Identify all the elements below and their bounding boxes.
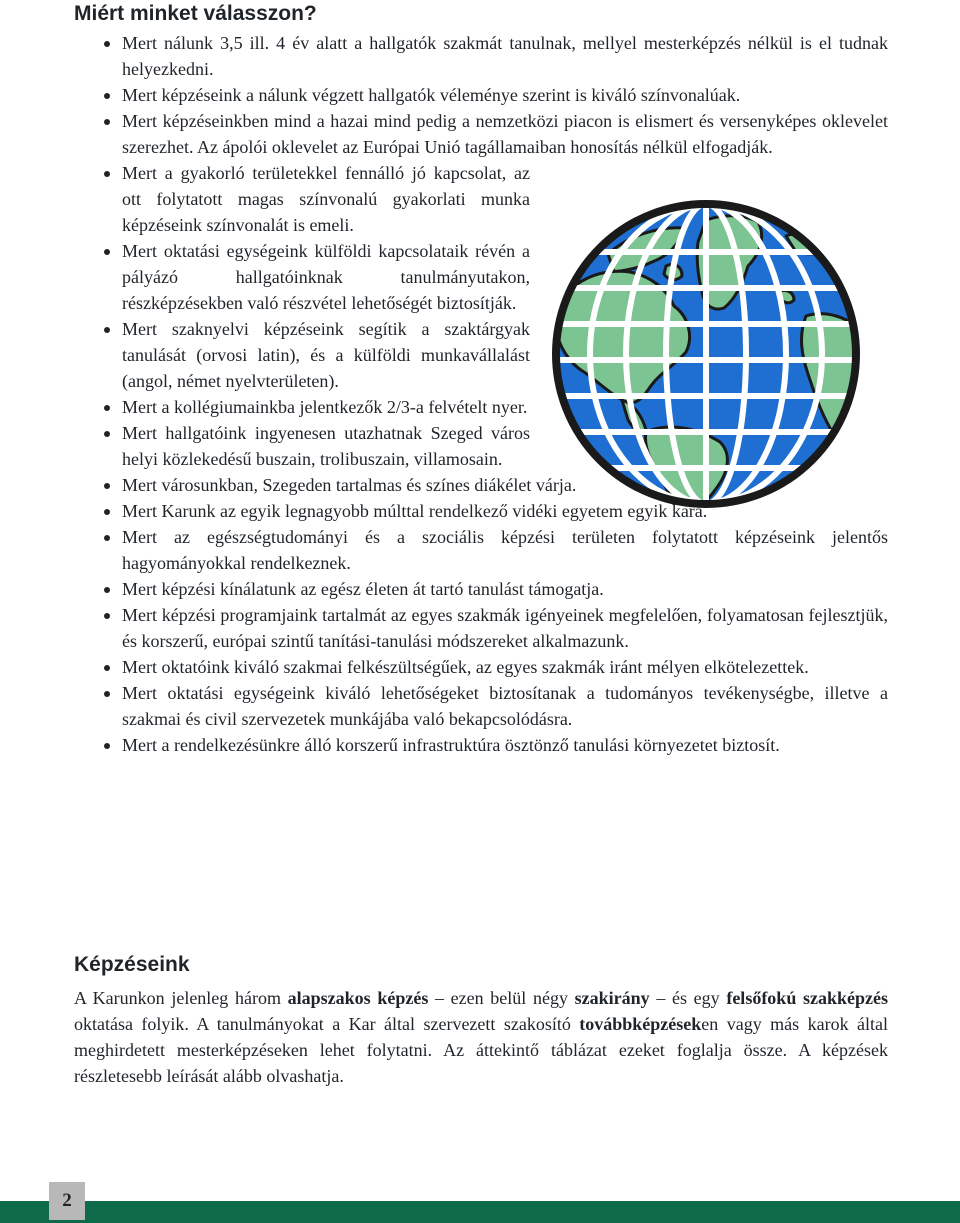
list-item: Mert nálunk 3,5 ill. 4 év alatt a hallgatók szakmát tanulnak, mellyel mesterképzés nélkül is el tudnak helyezkedni.: [74, 30, 888, 82]
list-item: Mert oktatási egységeink külföldi kapcsolataik révén a pályázó hallgatóinknak tanulmányutakon, részképzésekben való részvétel lehetőségét biztosítják.: [74, 238, 530, 316]
list-item: Mert képzéseinkben mind a hazai mind pedig a nemzetközi piacon is elismert és versenyképes oklevelet szerezhet. Az ápolói oklevelet az Európai Unió tagállamaiban honosítás nélkül elfogadják.: [74, 108, 888, 160]
list-item: Mert oktatási egységeink kiváló lehetőségeket biztosítanak a tudományos tevékenységbe, illetve a szakmai és civil szervezetek munkájába való bekapcsolódásra.: [74, 680, 888, 732]
globe-icon: [548, 196, 864, 512]
paragraph-text: – és egy: [649, 988, 727, 1008]
list-item: Mert képzési kínálatunk az egész életen át tartó tanulást támogatja.: [74, 576, 888, 602]
paragraph-bold: szakirány: [574, 988, 650, 1008]
list-item: Mert a kollégiumainkba jelentkezők 2/3-a felvételt nyer.: [74, 394, 530, 420]
list-item: Mert képzéseink a nálunk végzett hallgatók véleménye szerint is kiváló színvonalúak.: [74, 82, 888, 108]
trainings-section: [74, 951, 888, 1089]
trainings-paragraph: [74, 985, 888, 1089]
list-item: Mert szaknyelvi képzéseink segítik a szaktárgyak tanulását (orvosi latin), és a külföldi munkavállalást (angol, német nyelvterületen).: [74, 316, 530, 394]
list-item: Mert képzési programjaink tartalmát az egyes szakmák igényeinek megfelelően, folyamatosan fejlesztjük, és korszerű, európai szintű tanítási-tanulási módszereket alkalmazunk.: [74, 602, 888, 654]
section-title-why-us: Miért minket válasszon?: [74, 2, 317, 25]
paragraph-text: oktatása folyik. A tanulmányokat a Kar által szervezett szakosító: [74, 1014, 580, 1034]
list-item: Mert a gyakorló területekkel fennálló jó kapcsolat, az ott folytatott magas színvonalú gyakorlati munka képzéseink színvonalát is emeli.: [74, 160, 530, 238]
paragraph-text: en vagy más karok által meghirdetett mesterképzéseken lehet folytatni. Az áttekintő táblázat ezeket foglalja össze. A képzések részletesebb leírását alább olvashatja.: [74, 1014, 888, 1086]
paragraph-bold: továbbképzések: [579, 1014, 702, 1034]
page-number: 2: [49, 1182, 85, 1220]
list-item: Mert az egészségtudományi és a szociális képzési területen folytatott képzéseink jelentős hagyományokkal rendelkeznek.: [74, 524, 888, 576]
list-item: Mert hallgatóink ingyenesen utazhatnak Szeged város helyi közlekedésű buszain, trolibuszain, villamosain.: [74, 420, 530, 472]
paragraph-text: – ezen belül négy: [428, 988, 575, 1008]
paragraph-bold: alapszakos képzés: [287, 988, 429, 1008]
list-item: Mert városunkban, Szegeden tartalmas és színes diákélet várja.: [74, 472, 888, 498]
list-item: Mert a rendelkezésünkre álló korszerű infrastruktúra ösztönző tanulási környezetet biztosít.: [74, 732, 888, 758]
section-title-trainings: Képzéseink: [74, 953, 190, 976]
paragraph-bold: felsőfokú szakképzés: [726, 988, 889, 1008]
paragraph-text: A Karunkon jelenleg három: [74, 988, 288, 1008]
footer-bar: [0, 1201, 960, 1223]
list-item: Mert oktatóink kiváló szakmai felkészültségűek, az egyes szakmák iránt mélyen elkötelezettek.: [74, 654, 888, 680]
list-item: Mert Karunk az egyik legnagyobb múlttal rendelkező vidéki egyetem egyik kara.: [74, 498, 888, 524]
